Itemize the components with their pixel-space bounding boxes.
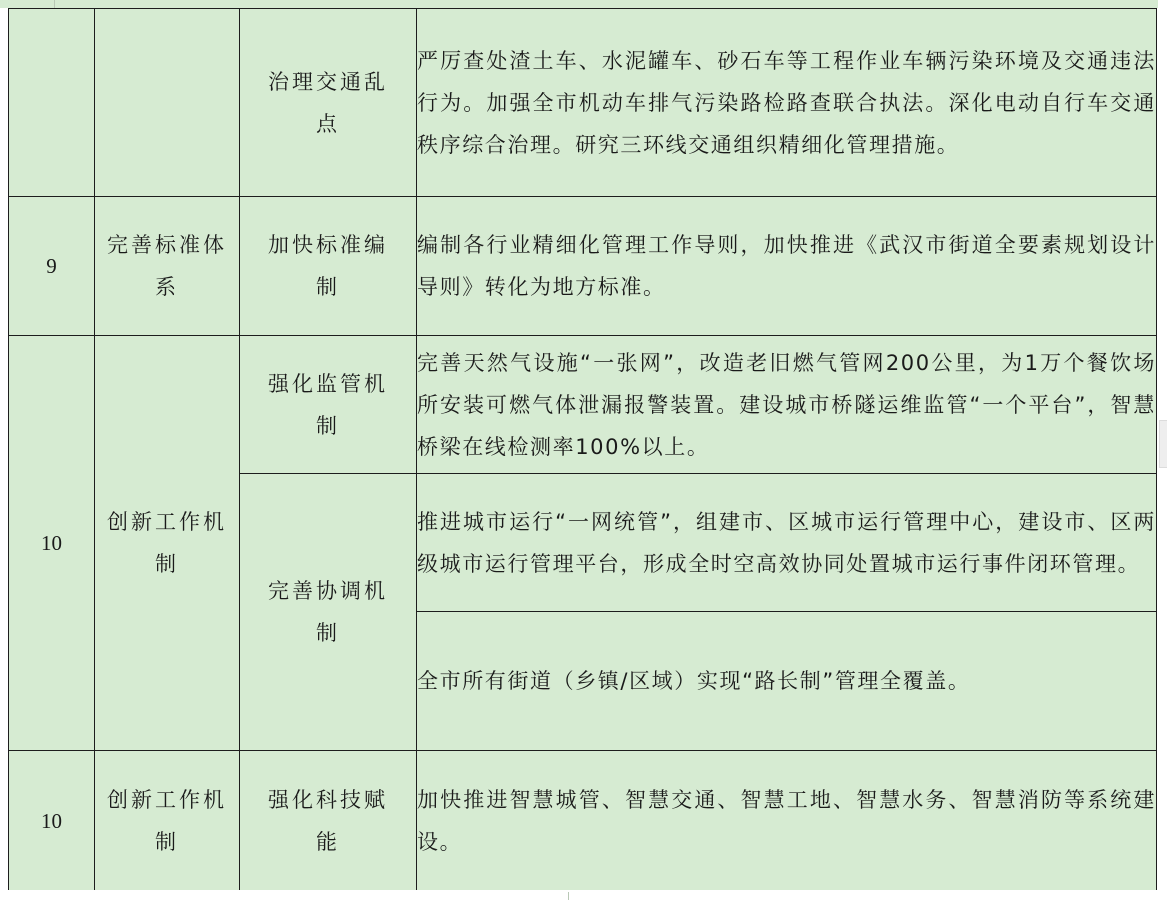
category-label: 创新工作机制 xyxy=(107,510,227,576)
content-cell: 完善天然气设施“一张网”，改造老旧燃气管网200公里，为1万个餐饮场所安装可燃气体泄漏报警装置。建设城市桥隧运维监管“一个平台”，智慧桥梁在线检测率100%以上。 xyxy=(417,336,1157,474)
table-row xyxy=(9,336,1157,474)
category-cell xyxy=(95,197,240,336)
category-cell xyxy=(95,751,240,891)
task-cell xyxy=(240,336,417,474)
task-cell xyxy=(240,751,417,891)
row-number-cell: 10 xyxy=(9,751,95,891)
task-label: 完善协调机制 xyxy=(268,579,388,645)
content-cell: 严厉查处渣土车、水泥罐车、砂石车等工程作业车辆污染环境及交通违法行为。加强全市机动车排气污染路检路查联合执法。深化电动自行车交通秩序综合治理。研究三环线交通组织精细化管理措施。 xyxy=(417,9,1157,197)
category-label: 创新工作机制 xyxy=(107,787,227,854)
work-plan-table xyxy=(8,8,1157,891)
task-cell xyxy=(240,9,417,197)
task-label: 强化科技赋能 xyxy=(268,787,388,854)
task-label: 强化监管机制 xyxy=(268,371,388,438)
right-gutter xyxy=(1158,0,1167,900)
task-label: 治理交通乱点 xyxy=(268,69,388,136)
category-cell xyxy=(95,336,240,751)
table-row xyxy=(9,9,1157,197)
table-row xyxy=(9,197,1157,336)
row-number-cell: 10 xyxy=(9,336,95,751)
row-number-cell xyxy=(9,9,95,197)
column-tick xyxy=(54,0,55,8)
task-cell xyxy=(240,474,417,751)
task-label: 加快标准编制 xyxy=(268,233,388,299)
category-cell xyxy=(95,9,240,197)
content-cell: 编制各行业精细化管理工作导则，加快推进《武汉市街道全要素规划设计导则》转化为地方标准。 xyxy=(417,197,1157,336)
next-page-edge xyxy=(0,890,1158,900)
row-number-cell: 9 xyxy=(9,197,95,336)
column-tick xyxy=(568,892,569,900)
content-cell: 加快推进智慧城管、智慧交通、智慧工地、智慧水务、智慧消防等系统建设。 xyxy=(417,751,1157,891)
scroll-thumb[interactable] xyxy=(1159,420,1167,468)
task-cell xyxy=(240,197,417,336)
table-row xyxy=(9,751,1157,891)
previous-page-edge xyxy=(0,0,1158,8)
category-label: 完善标准体系 xyxy=(107,233,227,299)
content-cell: 全市所有街道（乡镇/区域）实现“路长制”管理全覆盖。 xyxy=(417,612,1157,751)
content-cell: 推进城市运行“一网统管”，组建市、区城市运行管理中心，建设市、区两级城市运行管理平台，形成全时空高效协同处置城市运行事件闭环管理。 xyxy=(417,474,1157,612)
